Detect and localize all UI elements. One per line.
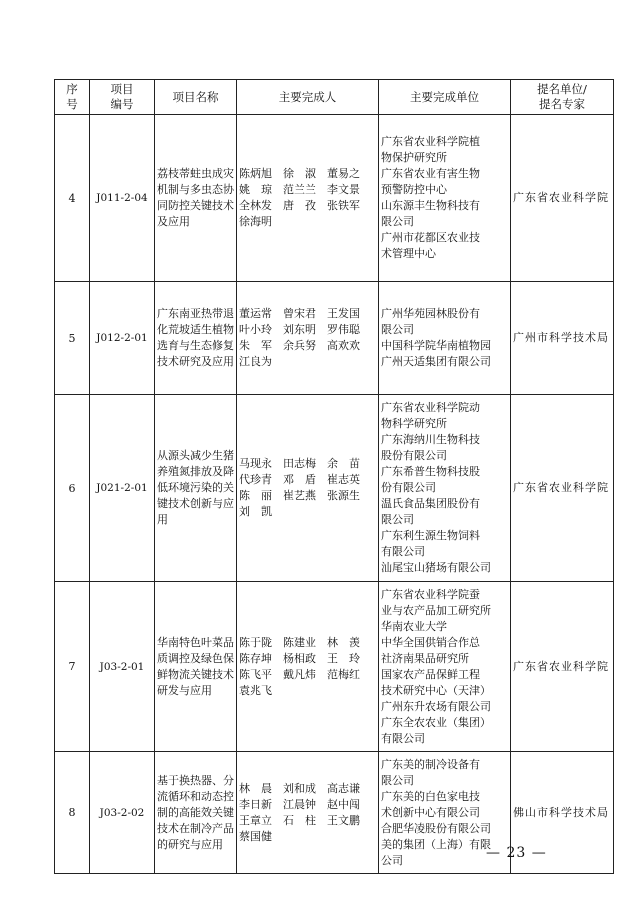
header-code: 项目 编号 (90, 80, 155, 115)
contributor-name: 蔡国健 (239, 829, 272, 843)
project-name: 广东南亚热带退化荒坡适生植物选育与生态修复技术研究及应用 (155, 282, 237, 395)
contributor-name: 张源生 (327, 489, 360, 502)
row-index: 8 (55, 752, 90, 874)
unit-line: 股份有限公司 (381, 449, 447, 462)
unit-line: 广东利生源生物饲料 (381, 529, 480, 542)
contributor-name: 王章立 (239, 813, 272, 827)
contributor-name: 范梅红 (327, 667, 360, 681)
unit-line: 技术研究中心（天津） (381, 683, 491, 697)
header-index: 序 号 (55, 80, 90, 115)
contributor-line (239, 456, 376, 472)
contributor-name: 徐海明 (239, 215, 272, 228)
unit-line: 华南农业大学 (381, 619, 447, 633)
contributor-name: 石 柱 (283, 813, 316, 827)
project-code: J03-2-02 (90, 752, 155, 874)
contributor-line (239, 651, 376, 667)
unit-line: 广东希普生物科技股 (381, 465, 480, 478)
contributor-line (239, 214, 376, 230)
contributor-name: 戴凡炜 (283, 667, 316, 681)
contributor-name: 陈炳旭 (239, 167, 272, 180)
main-contributors (237, 282, 379, 395)
unit-line: 广州市花都区农业技 (381, 231, 480, 244)
unit-line: 中华全国供销合作总 (381, 635, 480, 649)
contributor-line (239, 813, 376, 829)
main-units (379, 395, 511, 582)
project-code: J011-2-04 (90, 115, 155, 282)
table-row (55, 115, 614, 282)
project-name: 荔枝蒂蛀虫成灾机制与多虫态协同防控关键技术及应用 (155, 115, 237, 282)
unit-line: 广州华苑园林股份有 (381, 307, 480, 320)
contributor-name: 范兰兰 (283, 183, 316, 196)
contributor-line (239, 635, 376, 651)
unit-line: 物科学研究所 (381, 417, 447, 430)
contributor-line (239, 354, 376, 370)
header-project-name: 项目名称 (155, 80, 237, 115)
header-nominator: 提名单位/ 提名专家 (511, 80, 614, 115)
header-main-contributors: 主要完成人 (237, 80, 379, 115)
contributor-name: 高志谦 (327, 781, 360, 795)
contributor-name: 朱 军 (239, 339, 272, 352)
nominator: 佛山市科学技术局 (511, 752, 614, 874)
unit-line: 汕尾宝山猪场有限公司 (381, 561, 491, 574)
unit-line: 广州东升农场有限公司 (381, 699, 491, 713)
nominator: 广东省农业科学院 (511, 582, 614, 752)
unit-line: 社济南果品研究所 (381, 651, 469, 665)
contributor-name: 田志梅 (283, 457, 316, 470)
contributor-line (239, 504, 376, 520)
main-units (379, 115, 511, 282)
unit-line: 限公司 (381, 215, 414, 228)
contributor-name: 林 晨 (239, 781, 272, 795)
unit-line: 限公司 (381, 513, 414, 526)
main-contributors (237, 395, 379, 582)
unit-line: 国家农产品保鲜工程 (381, 667, 480, 681)
nominator: 广州市科学技术局 (511, 282, 614, 395)
unit-line: 广东省农业科学院植 (381, 135, 480, 148)
contributor-name: 陈存坤 (239, 651, 272, 665)
contributor-name: 王文鹏 (327, 813, 360, 827)
unit-line: 美的集团（上海）有限 (381, 837, 491, 851)
contributor-name: 马现永 (239, 457, 272, 470)
project-code: J021-2-01 (90, 395, 155, 582)
contributor-name: 林 羡 (327, 635, 360, 649)
contributor-line (239, 829, 376, 845)
unit-line: 公司 (381, 853, 403, 867)
project-code: J012-2-01 (90, 282, 155, 395)
contributor-line (239, 322, 376, 338)
unit-line: 份有限公司 (381, 481, 436, 494)
contributor-name: 王 玲 (327, 651, 360, 665)
unit-line: 广东省农业有害生物 (381, 167, 480, 180)
project-name: 基于换热器、分流循环和动态控制的高能效关键技术在制冷产品的研究与应用 (155, 752, 237, 874)
contributor-line (239, 338, 376, 354)
table-row (55, 282, 614, 395)
unit-line: 山东源丰生物科技有 (381, 199, 480, 212)
contributor-name: 袁兆飞 (239, 683, 272, 697)
unit-line: 物保护研究所 (381, 151, 447, 164)
contributor-name: 王发国 (327, 307, 360, 320)
row-index: 5 (55, 282, 90, 395)
awards-table (54, 79, 614, 874)
unit-line: 广州天适集团有限公司 (381, 355, 491, 368)
unit-line: 术管理中心 (381, 247, 436, 260)
contributor-line (239, 797, 376, 813)
page-number: — 23 — (486, 845, 547, 861)
table-row (55, 582, 614, 752)
contributor-line (239, 182, 376, 198)
unit-line: 有限公司 (381, 731, 425, 745)
unit-line: 限公司 (381, 323, 414, 336)
main-units (379, 582, 511, 752)
contributor-name: 江良为 (239, 355, 272, 368)
contributor-line (239, 683, 376, 699)
contributor-line (239, 198, 376, 214)
row-index: 6 (55, 395, 90, 582)
unit-line: 预警防控中心 (381, 183, 447, 196)
unit-line: 温氏食品集团股份有 (381, 497, 480, 510)
main-contributors (237, 752, 379, 874)
contributor-name: 李日新 (239, 797, 272, 811)
contributor-line (239, 306, 376, 322)
contributor-name: 邓 盾 (283, 473, 316, 486)
contributor-name: 杨相政 (283, 651, 316, 665)
contributor-name: 刘和成 (283, 781, 316, 795)
contributor-name: 刘 凯 (239, 505, 272, 518)
project-name: 华南特色叶菜品质调控及绿色保鲜物流关键技术研发与应用 (155, 582, 237, 752)
main-units (379, 282, 511, 395)
contributor-name: 张铁军 (327, 199, 360, 212)
project-code: J03-2-01 (90, 582, 155, 752)
contributor-line (239, 166, 376, 182)
nominator: 广东省农业科学院 (511, 395, 614, 582)
contributor-name: 陈于陇 (239, 635, 272, 649)
main-contributors (237, 582, 379, 752)
contributor-name: 陈飞平 (239, 667, 272, 681)
table-header-row (55, 80, 614, 115)
contributor-name: 余 苗 (327, 457, 360, 470)
contributor-name: 刘东明 (283, 323, 316, 336)
row-index: 4 (55, 115, 90, 282)
contributor-name: 陈建业 (283, 635, 316, 649)
unit-line: 术创新中心有限公司 (381, 805, 480, 819)
contributor-name: 董运常 (239, 307, 272, 320)
contributor-name: 全林发 (239, 199, 272, 212)
contributor-name: 唐 孜 (283, 199, 316, 212)
contributor-line (239, 472, 376, 488)
contributor-name: 崔艺燕 (283, 489, 316, 502)
unit-line: 业与农产品加工研究所 (381, 603, 491, 617)
contributor-name: 曾宋君 (283, 307, 316, 320)
unit-line: 广东省农业科学院蚕 (381, 587, 480, 601)
unit-line: 广东省农业科学院动 (381, 401, 480, 414)
contributor-name: 徐 淑 (283, 167, 316, 180)
contributor-name: 代珍青 (239, 473, 272, 486)
contributor-name: 陈 丽 (239, 489, 272, 502)
main-contributors (237, 115, 379, 282)
contributor-name: 高欢欢 (327, 339, 360, 352)
contributor-name: 罗伟聪 (327, 323, 360, 336)
contributor-name: 叶小玲 (239, 323, 272, 336)
unit-line: 广东海纳川生物科技 (381, 433, 480, 446)
unit-line: 广东美的制冷设备有 (381, 757, 480, 771)
contributor-name: 江晨钟 (283, 797, 316, 811)
header-main-units: 主要完成单位 (379, 80, 511, 115)
contributor-line (239, 667, 376, 683)
unit-line: 广东全农农业（集团） (381, 715, 491, 729)
table-row (55, 395, 614, 582)
contributor-name: 董易之 (327, 167, 360, 180)
nominator: 广东省农业科学院 (511, 115, 614, 282)
unit-line: 广东美的白色家电技 (381, 789, 480, 803)
project-name: 从源头减少生猪养殖氮排放及降低环境污染的关键技术创新与应用 (155, 395, 237, 582)
contributor-name: 余兵努 (283, 339, 316, 352)
contributor-name: 姚 琼 (239, 183, 272, 196)
contributor-name: 赵中闯 (327, 797, 360, 811)
unit-line: 有限公司 (381, 545, 425, 558)
contributor-line (239, 488, 376, 504)
contributor-name: 崔志英 (327, 473, 360, 486)
unit-line: 合肥华凌股份有限公司 (381, 821, 491, 835)
unit-line: 限公司 (381, 773, 414, 787)
contributor-name: 李文景 (327, 183, 360, 196)
row-index: 7 (55, 582, 90, 752)
contributor-line (239, 781, 376, 797)
unit-line: 中国科学院华南植物园 (381, 339, 491, 352)
